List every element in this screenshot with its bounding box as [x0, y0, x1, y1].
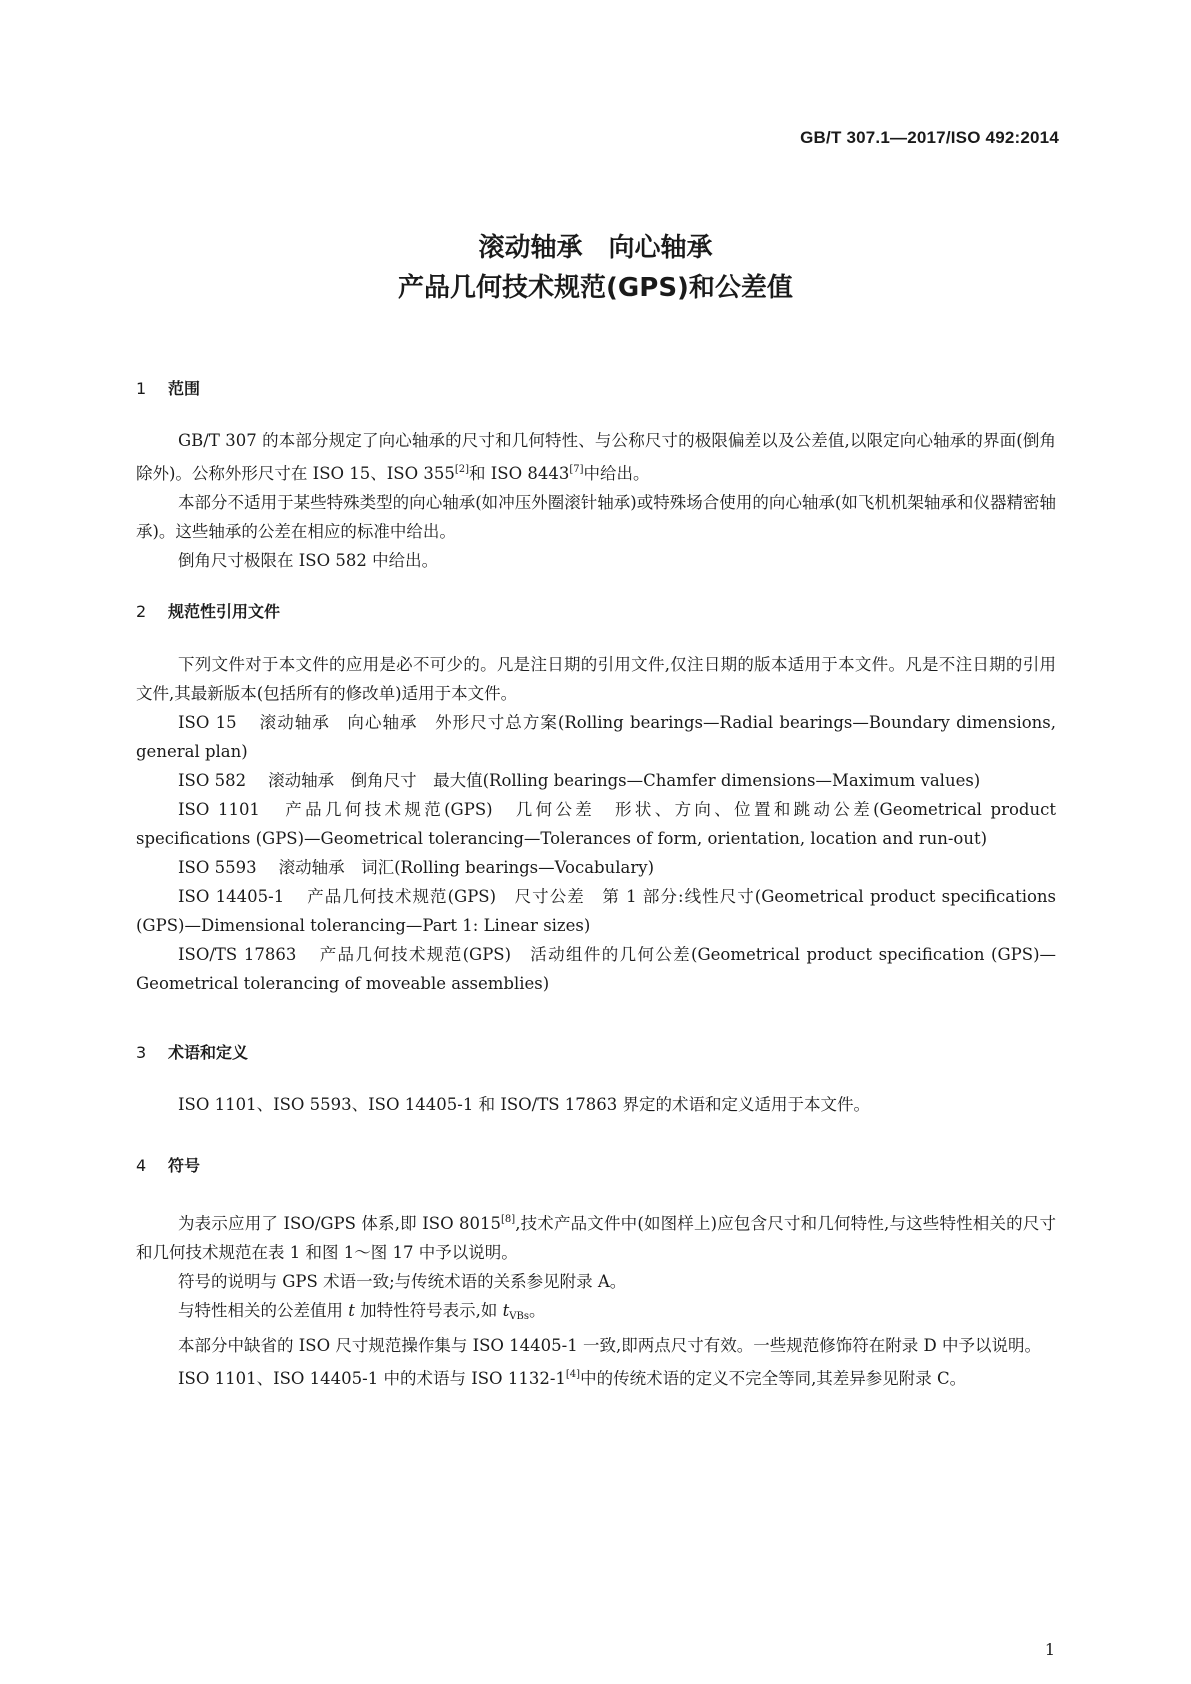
section-1-paragraph-2: 本部分不适用于某些特殊类型的向心轴承(如冲压外圈滚针轴承)或特殊场合使用的向心轴承(如飞机机架轴承和仪器精密轴承)。这些轴承的公差在相应的标准中给出。: [136, 493, 1056, 541]
section-3-heading: 3 术语和定义: [136, 1043, 249, 1062]
reference-item: ISO 15 滚动轴承 向心轴承 外形尺寸总方案(Rolling bearings—Radial bearings—Boundary dimensions, general plan): [136, 713, 1056, 761]
title-line-2: 产品几何技术规范(GPS)和公差值: [398, 273, 793, 303]
section-1-paragraph-3: 倒角尺寸极限在 ISO 582 中给出。: [178, 551, 439, 570]
document-title: [0, 228, 1191, 308]
reference-item: ISO/TS 17863 产品几何技术规范(GPS) 活动组件的几何公差(Geometrical product specification (GPS)—Geometrical tolerancing of moveable assemblies): [136, 945, 1057, 993]
title-part-a: 滚动轴承: [478, 233, 583, 263]
reference-item: ISO 1101 产品几何技术规范(GPS) 几何公差 形状、方向、位置和跳动公差(Geometrical product specifications (GPS)—Geometrical tolerancing—Tolerances of form, orientation, location and run-out): [136, 800, 1056, 848]
section-1-body: [136, 426, 1056, 575]
section-1-heading: 1 范围: [136, 379, 201, 398]
section-1-paragraph-1: GB/T 307 的本部分规定了向心轴承的尺寸和几何特性、与公称尺寸的极限偏差以及公差值,以限定向心轴承的界面(倒角除外)。公称外形尺寸在 ISO 15、ISO 355[2]和 ISO 8443[7]中给出。: [136, 431, 1056, 483]
title-part-b: 向心轴承: [608, 233, 713, 263]
section-4-paragraph-4: 本部分中缺省的 ISO 尺寸规范操作集与 ISO 14405-1 一致,即两点尺寸有效。一些规范修饰符在附录 D 中予以说明。: [178, 1336, 1041, 1355]
section-4-paragraph-3: 与特性相关的公差值用 t 加特性符号表示,如 $t_{VBs}$。: [178, 1301, 546, 1322]
section-4-body: [136, 1205, 1056, 1393]
title-line-1: [0, 228, 1191, 268]
page-number: 1: [1044, 1640, 1055, 1659]
section-4-paragraph-2: 符号的说明与 GPS 术语一致;与传统术语的关系参见附录 A。: [178, 1272, 627, 1291]
section-4-paragraph-1: 为表示应用了 ISO/GPS 体系,即 ISO 8015[8],技术产品文件中(如图样上)应包含尺寸和几何特性,与这些特性相关的尺寸和几何技术规范在表 1 和图 1～图 17 中予以说明。: [136, 1214, 1056, 1262]
section-2-body: [136, 650, 1056, 998]
section-3-body: [136, 1090, 1056, 1119]
section-3-paragraph-1: ISO 1101、ISO 5593、ISO 14405-1 和 ISO/TS 17863 界定的术语和定义适用于本文件。: [178, 1095, 871, 1114]
section-2-heading: 2 规范性引用文件: [136, 602, 281, 621]
reference-item: ISO 14405-1 产品几何技术规范(GPS) 尺寸公差 第 1 部分:线性尺寸(Geometrical product specifications (GPS)—Dimensional tolerancing—Part 1: Linear sizes): [136, 887, 1057, 935]
section-2-paragraph-1: 下列文件对于本文件的应用是必不可少的。凡是注日期的引用文件,仅注日期的版本适用于本文件。凡是不注日期的引用文件,其最新版本(包括所有的修改单)适用于本文件。: [136, 655, 1056, 703]
standard-id: GB/T 307.1—2017/ISO 492:2014: [800, 128, 1059, 147]
section-4-paragraph-5: ISO 1101、ISO 14405-1 中的术语与 ISO 1132-1[4]中的传统术语的定义不完全等同,其差异参见附录 C。: [178, 1369, 967, 1388]
section-4-heading: 4 符号: [136, 1156, 201, 1175]
reference-item: ISO 5593 滚动轴承 词汇(Rolling bearings—Vocabulary): [178, 858, 655, 877]
reference-item: ISO 582 滚动轴承 倒角尺寸 最大值(Rolling bearings—Chamfer dimensions—Maximum values): [178, 771, 981, 790]
